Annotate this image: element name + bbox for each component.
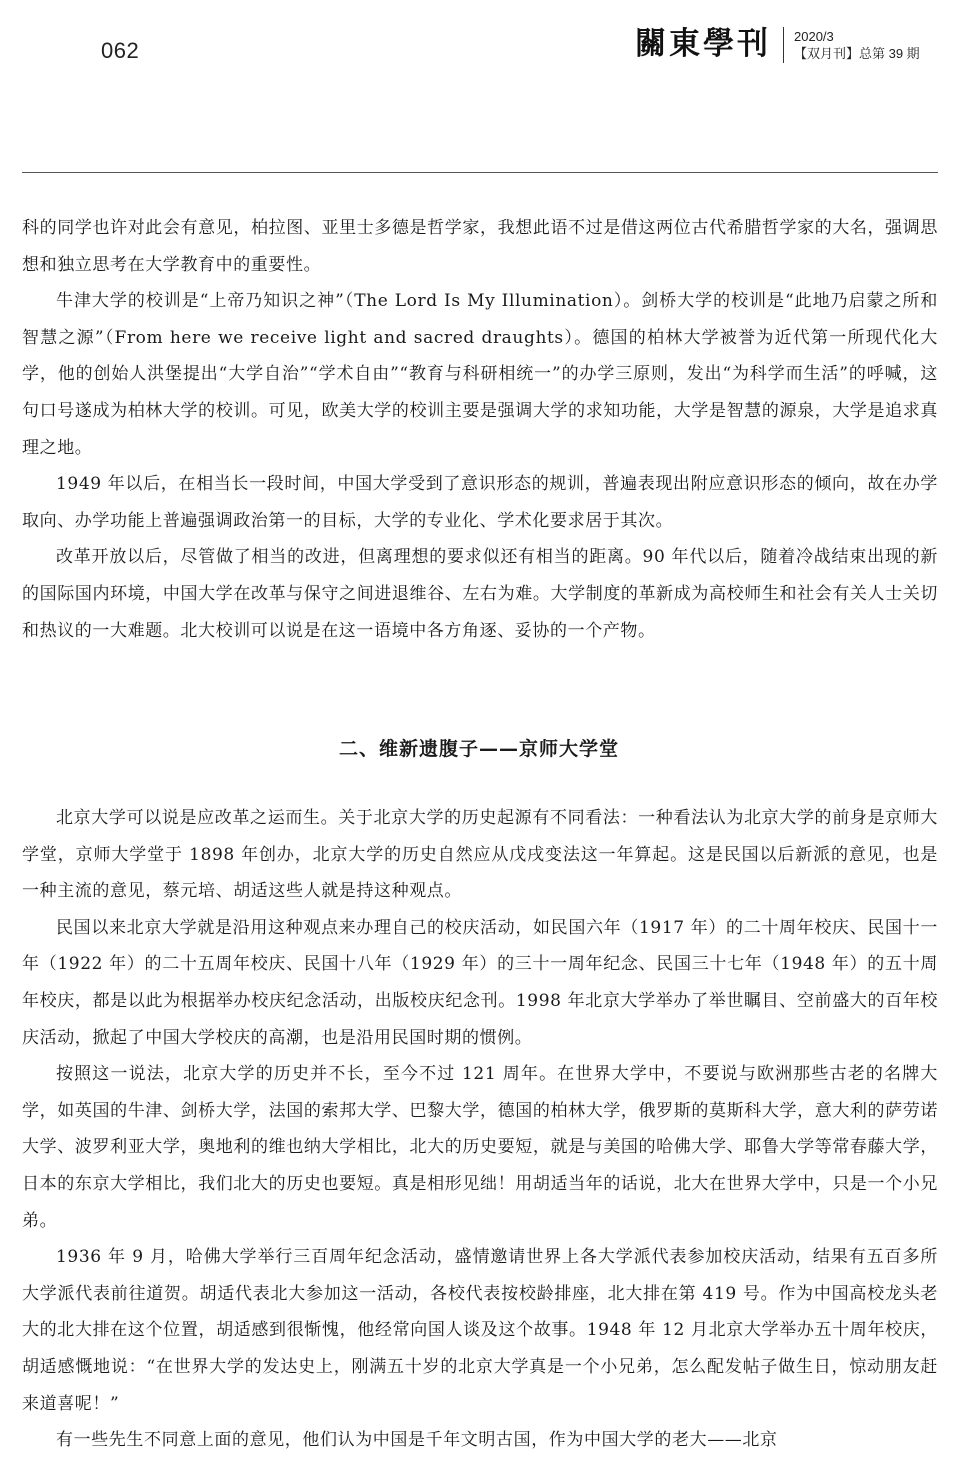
- paragraph: 民国以来北京大学就是沿用这种观点来办理自己的校庆活动，如民国六年（1917 年）的二十周年校庆、民国十一年（1922 年）的二十五周年校庆、民国十八年（1929 年）的三十一周年纪念、民国三十七年（1948 年）的五十周年校庆，都是以此为根据举办校庆纪念活动，出版校庆纪念刊。1998 年北京大学举办了举世瞩目、空前盛大的百年校庆活动，掀起了中国大学校庆的高潮，也是沿用民国时期的惯例。: [22, 917, 938, 1048]
- issue-number: 【双月刊】总第 39 期: [794, 46, 920, 61]
- issue-date: 2020/3: [794, 29, 834, 44]
- paragraph: 有一些先生不同意上面的意见，他们认为中国是千年文明古国，作为中国大学的老大——北京: [56, 1430, 778, 1451]
- paragraph: 1949 年以后，在相当长一段时间，中国大学受到了意识形态的规训，普遍表现出附应意识形态的倾向，故在办学取向、办学功能上普遍强调政治第一的目标，大学的专业化、学术化要求居于其次。: [22, 474, 938, 531]
- paragraph: 按照这一说法，北京大学的历史并不长，至今不过 121 周年。在世界大学中，不要说与欧洲那些古老的名牌大学，如英国的牛津、剑桥大学，法国的索邦大学、巴黎大学，德国的柏林大学，俄罗斯的莫斯科大学，意大利的萨劳诺大学、波罗利亚大学，奥地利的维也纳大学相比，北大的历史要短，就是与美国的哈佛大学、耶鲁大学等常春藤大学，日本的东京大学相比，我们北大的历史也要短。真是相形见绌！用胡适当年的话说，北大在世界大学中，只是一个小兄弟。: [22, 1064, 938, 1231]
- issue-info: [794, 28, 920, 62]
- masthead-divider: [783, 27, 784, 63]
- journal-title: 關東學刊: [635, 26, 771, 62]
- paragraph: 科的同学也许对此会有意见，柏拉图、亚里士多德是哲学家，我想此语不过是借这两位古代希腊哲学家的大名，强调思想和独立思考在大学教育中的重要性。: [22, 218, 938, 275]
- body-text-section-1: [22, 210, 938, 649]
- paragraph: 改革开放以后，尽管做了相当的改进，但离理想的要求似还有相当的距离。90 年代以后，随着冷战结束出现的新的国际国内环境，中国大学在改革与保守之间进退维谷、左右为难。大学制度的革新成为高校师生和社会有关人士关切和热议的一大难题。北大校训可以说是在这一语境中各方角逐、妥协的一个产物。: [22, 547, 938, 641]
- paragraph: 北京大学可以说是应改革之运而生。关于北京大学的历史起源有不同看法：一种看法认为北京大学的前身是京师大学堂，京师大学堂于 1898 年创办，北京大学的历史自然应从戊戌变法这一年算起。这是民国以后新派的意见，也是一种主流的意见，蔡元培、胡适这些人就是持这种观点。: [22, 808, 938, 902]
- section-heading: 二、维新遗腹子——京师大学堂: [338, 738, 619, 760]
- paragraph: 1936 年 9 月，哈佛大学举行三百周年纪念活动，盛情邀请世界上各大学派代表参加校庆活动，结果有五百多所大学派代表前往道贺。胡适代表北大参加这一活动，各校代表按校龄排座，北大排在第 419 号。作为中国高校龙头老大的北大排在这个位置，胡适感到很惭愧，他经常向国人谈及这个故事。1948 年 12 月北京大学举办五十周年校庆，胡适感慨地说：“在世界大学的发达史上，刚满五十岁的北京大学真是一个小兄弟，怎么配发帖子做生日，惊动朋友赶来道喜呢！”: [22, 1247, 938, 1414]
- header-rule: [22, 172, 938, 173]
- page-number: 062: [101, 38, 140, 63]
- body-text-section-2: [22, 800, 938, 1459]
- paragraph: 牛津大学的校训是“上帝乃知识之神”（The Lord Is My Illumination）。剑桥大学的校训是“此地乃启蒙之所和智慧之源”（From here we receive light and sacred draughts）。德国的柏林大学被誉为近代第一所现代化大学，他的创始人洪堡提出“大学自治”“学术自由”“教育与科研相统一”的办学三原则，发出“为科学而生活”的呼喊，这句口号遂成为柏林大学的校训。可见，欧美大学的校训主要是强调大学的求知功能，大学是智慧的源泉，大学是追求真理之地。: [22, 291, 938, 458]
